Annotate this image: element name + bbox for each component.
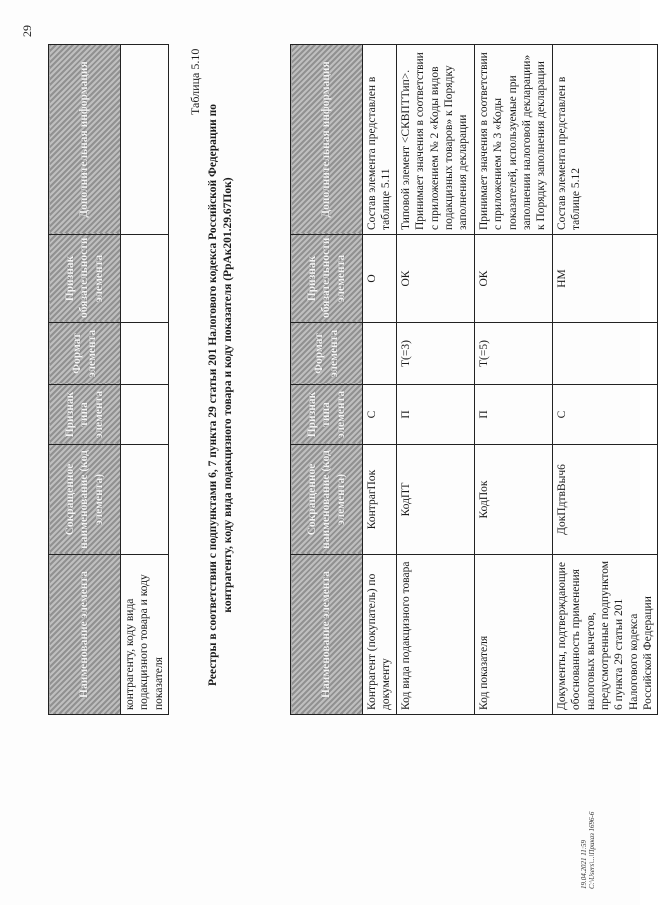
element-info-cell: Принимает значения в соответствии с приложением № 3 «Коды показателей, используемые при заполнении налоговой декларации» к Порядку заполнения декларации [474,45,552,235]
table-row [121,45,169,715]
page-number: 29 [20,25,34,37]
element-name-cell: Код показателя [474,555,552,715]
element-format-cell [552,323,658,385]
header-cell: Признак обязательности элемента [291,235,363,323]
table-cell: контрагенту, коду вида подакцизного товара и коду показателя [121,555,169,715]
table-caption: Реестры в соответствии с подпунктами 6, 7 пункта 29 статьи 201 Налогового кодекса Российской Федерации по контрагенту, коду вида подакцизного товара и коду показателя (РрАк201.29.67Пок) [207,104,234,687]
header-cell: Признак типа элемента [291,385,363,445]
footer-date: 19.04.2021 11:59 [580,839,588,889]
element-name-cell: Контрагент (покупатель) по документу [363,555,397,715]
table-row [552,45,658,715]
element-info-cell: Состав элемента представлен в таблице 5.11 [363,45,397,235]
element-code-cell: КодПок [474,445,552,555]
element-code-cell: КонтрагПок [363,445,397,555]
element-required-cell: ОК [396,235,474,323]
registry-table [290,44,658,715]
element-format-cell [363,323,397,385]
table-header-row [49,45,121,715]
element-required-cell: ОК [474,235,552,323]
header-cell: Признак типа элемента [49,385,121,445]
element-info-cell: Состав элемента представлен в таблице 5.12 [552,45,658,235]
element-type-cell: С [363,385,397,445]
table-cell [121,45,169,235]
footer-path: C:\Users\...\Приказ 1696-6 [588,811,597,889]
table-cell [121,385,169,445]
header-cell: Сокращенное наименование (код элемента) [49,445,121,555]
header-cell: Формат элемента [49,323,121,385]
header-cell: Наименование элемента [49,555,121,715]
header-cell: Сокращенное наименование (код элемента) [291,445,363,555]
header-cell: Признак обязательности элемента [49,235,121,323]
table-cell [121,445,169,555]
element-format-cell: T(=3) [396,323,474,385]
element-required-cell: НМ [552,235,658,323]
table-cell [121,235,169,323]
table-row [363,45,397,715]
table-header-row [291,45,363,715]
table-cell [121,323,169,385]
header-cell: Дополнительная информация [49,45,121,235]
table-row [474,45,552,715]
element-code-cell: КодПТ [396,445,474,555]
element-type-cell: П [474,385,552,445]
element-format-cell: T(=5) [474,323,552,385]
element-code-cell: ДокПдтвВыч6 [552,445,658,555]
header-cell: Наименование элемента [291,555,363,715]
continued-table [48,44,169,715]
header-cell: Дополнительная информация [291,45,363,235]
table-row [396,45,474,715]
element-name-cell: Код вида подакцизного товара [396,555,474,715]
header-cell: Формат элемента [291,323,363,385]
element-required-cell: О [363,235,397,323]
element-type-cell: П [396,385,474,445]
footer-stamp [580,812,597,889]
element-info-cell: Типовой элемент <СКВПТТип>. Принимает значения в соответствии с приложением № 2 «Коды видов подакцизных товаров» к Порядку заполнения декларации [396,45,474,235]
element-name-cell: Документы, подтверждающие обоснованность применения налоговых вычетов, предусмотренные подпунктом 6 пункта 29 статьи 201 Налогового кодекса Российской Федерации [552,555,658,715]
element-type-cell: С [552,385,658,445]
table-number: Таблица 5.10 [188,48,202,115]
